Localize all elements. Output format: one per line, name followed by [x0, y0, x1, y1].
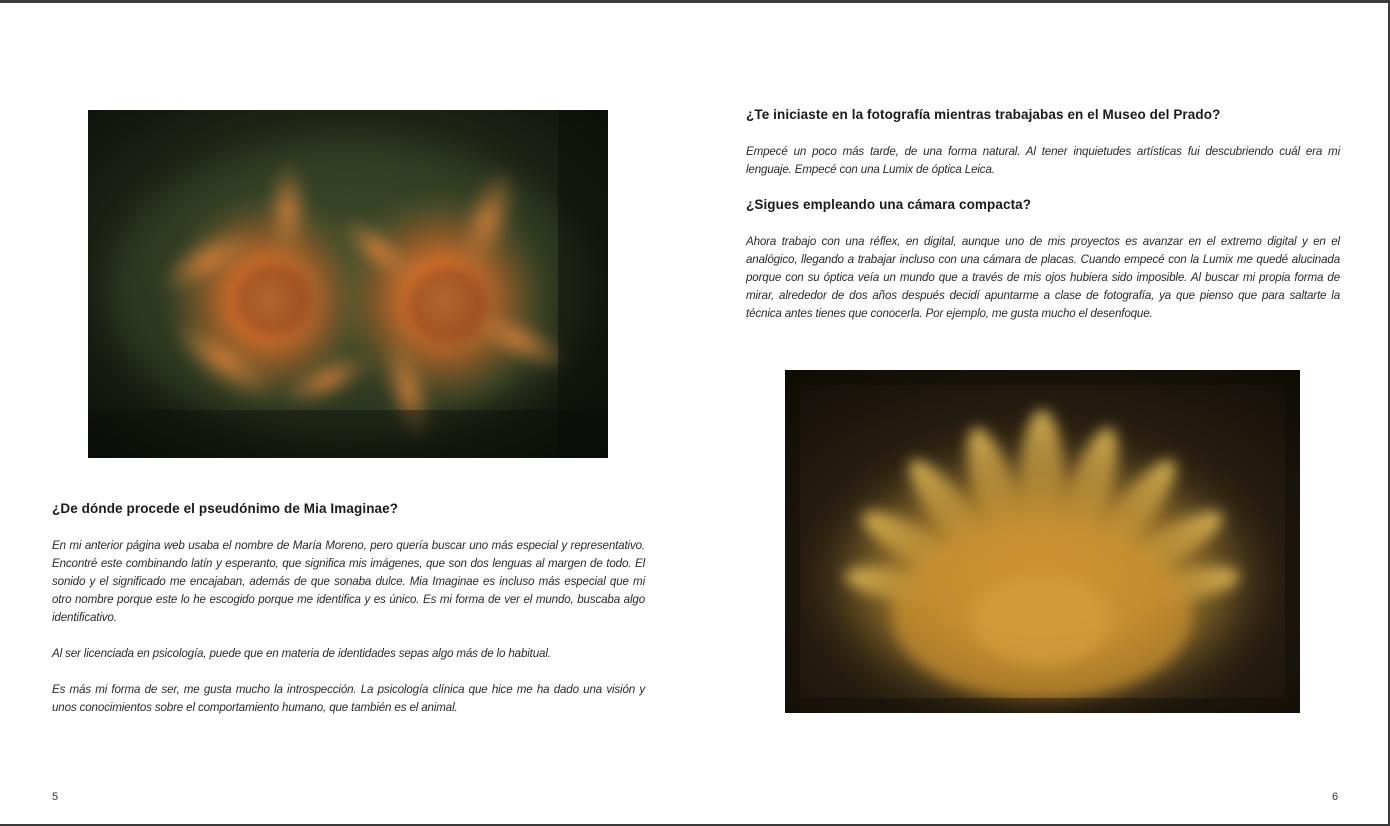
page-number-left: 5	[52, 791, 59, 803]
right-answer-paragraph-2: Ahora trabajo con una réflex, en digital, aunque uno de mis proyectos es avanzar en el extremo digital y en el analógico, llegando a trabajar incluso con una cámara de placas. Cuando empecé con la Lumix me quedé alucinada porque con su óptica veía un mundo que a través de mis ojos hubiera sido imposible. Al buscar mi propia forma de mirar, alrededor de dos años después decidí apuntarme a clase de fotografía, ya que pienso que para saltarte la técnica antes tienes que conocerla. Por ejemplo, me gusta mucho el desenfoque.	[746, 235, 1340, 320]
right-question-heading-1: ¿Te iniciaste en la fotografía mientras trabajabas en el Museo del Prado?	[746, 107, 1221, 122]
photo-orange-flowers-graphic	[88, 110, 608, 458]
left-answer-paragraph: En mi anterior página web usaba el nombre de María Moreno, pero quería buscar uno más especial y representativo. Encontré este combinando latín y esperanto, que significa mis imágenes, que son dos lenguas al margen de todo. El sonido y el significado me encajaban, además de que sonaba dulce. Mia Imaginae es incluso más especial que mi otro nombre porque este lo he escogido porque me identifica y es único. Es mi forma de ver el mundo, buscaba algo identificativo.	[52, 539, 645, 624]
photo-orange-flowers	[88, 110, 608, 458]
right-answer-paragraph-1: Empecé un poco más tarde, de una forma natural. Al tener inquietudes artísticas fui descubriendo cuál era mi lenguaje. Empecé con una Lumix de óptica Leica.	[746, 145, 1340, 176]
left-question-heading: ¿De dónde procede el pseudónimo de Mia Imaginae?	[52, 501, 399, 516]
right-question-heading-2: ¿Sigues empleando una cámara compacta?	[746, 197, 1032, 212]
photo-yellow-flower-graphic	[785, 370, 1300, 713]
photo-yellow-flower	[785, 370, 1300, 713]
left-closing-paragraph: Es más mi forma de ser, me gusta mucho la introspección. La psicología clínica que hice me ha dado una visión y unos conocimientos sobre el comportamiento humano, que también es el animal.	[52, 683, 645, 714]
page-number-right: 6	[1332, 791, 1339, 803]
top-border	[0, 0, 1390, 3]
left-followup-paragraph: Al ser licenciada en psicología, puede que en materia de identidades sepas algo más de lo habitual.	[52, 647, 551, 660]
